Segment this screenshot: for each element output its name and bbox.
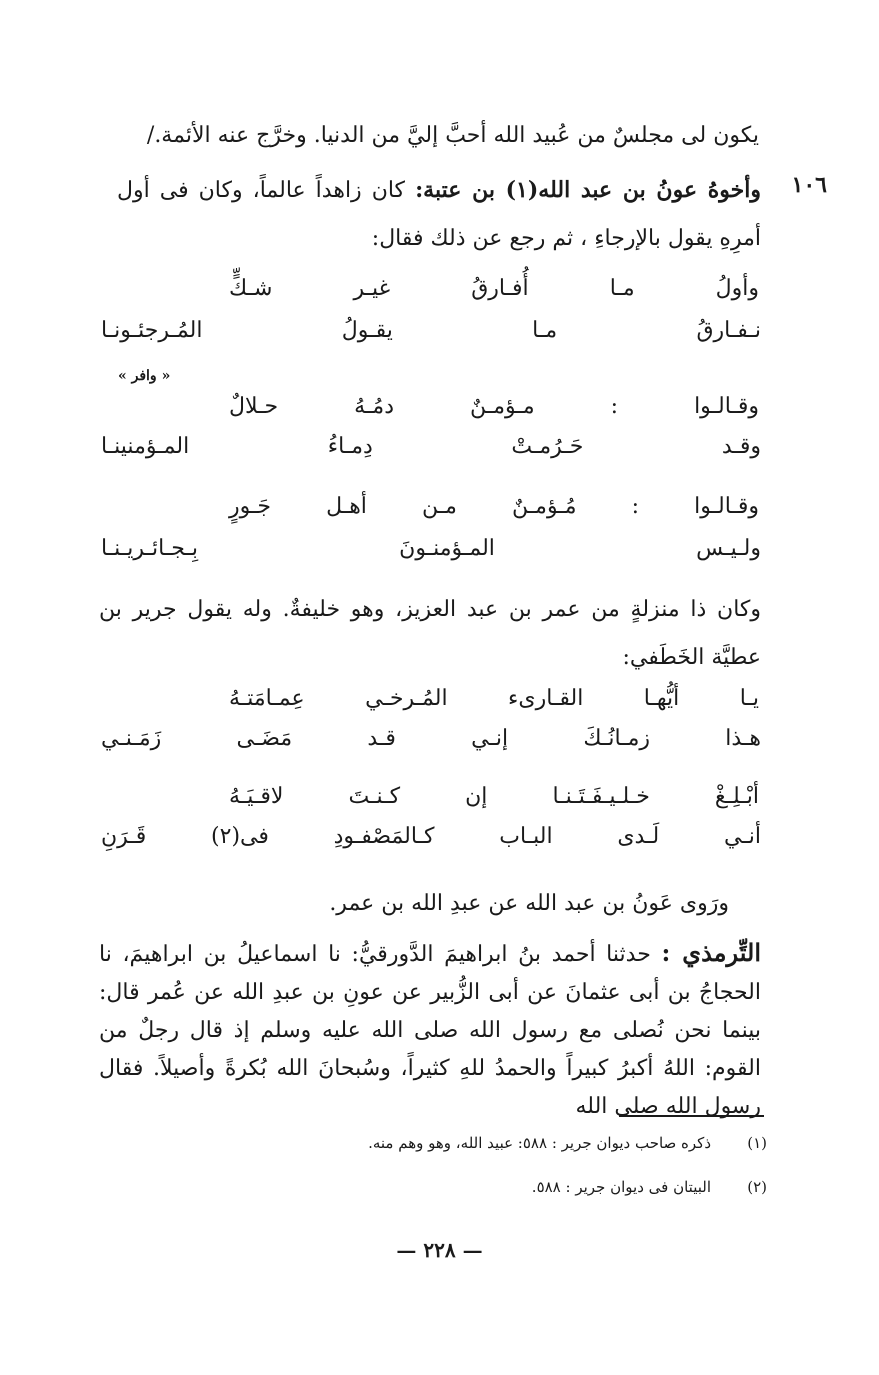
poem1-verse3-second: ولـيـس المـؤمنـونَ بِـجـائـريـنـا xyxy=(101,536,761,561)
poem2-verse2-first: أبْـلِـغْ خـلـيـفَـتَـنـا إن كـنـتَ لاقـيَـهُ xyxy=(229,784,759,809)
poem1-verse1-second: نـفـارقُ مـا يقـولُ المُـرجئـونـا xyxy=(101,318,761,343)
poem2-verse1-second: هـذا زمـانُـكَ إنـي قـد مَضَـى زَمَـنـي xyxy=(101,726,761,751)
footnote-1-text: ذكره صاحب ديوان جرير : ٥٨٨: عبيد الله، وهو وهم منه. xyxy=(368,1134,711,1152)
poem1-verse2-second: وقـد حَـرُمـتْ دِمـاءُ المـؤمنينـا xyxy=(101,434,761,459)
entry-paragraph xyxy=(117,166,761,263)
poem1-verse3-first: وقـالـوا : مُـؤمـنٌ مـن أهـل جَـورٍ xyxy=(229,494,759,519)
hadith-text: حدثنا أحمد بنُ ابراهيمَ الدَّورقيُّ: نا اسماعيلُ بن ابراهيمَ، نا الحجاجُ بن أبى عثمانَ عن أبى الزُّبير عن عونِ بن عبدِ الله عن عُمر قال: بينما نحن نُصلى مع رسول الله صلى الله عليه وسلم إذ قال رجلٌ من القوم: اللهُ أكبرُ كبيراً والحمدُ للهِ كثيراً، وسُبحانَ الله بُكرةً وأصيلاً. فقال رسول الله صلى الله xyxy=(99,942,761,1119)
poem2-verse2-second: أنـي لَـدى البـاب كـالمَصْفـودِ فى(٢) قَـرَنِ xyxy=(101,824,762,849)
entry-number: ١٠٦ xyxy=(791,172,827,198)
page-number: — ٢٢٨ — xyxy=(396,1238,483,1262)
poem1-verse1-first: وأولُ مـا أُفـارقُ غيـر شـكٍّ xyxy=(229,276,759,301)
entry-intro: كان زاهداً عالماً، وكان فى أول أمرِهِ يقول بالإرجاءِ ، ثم رجع عن ذلك فقال: xyxy=(117,178,761,251)
footnote-2 xyxy=(532,1176,767,1198)
poem2-verse1-first: يـا أيُّهـا القـارىء المُـرخـي عِمـامَتـهُ xyxy=(229,686,759,711)
poem1-verse2-first: وقـالـوا : مـؤمـنٌ دمُـهُ حـلالٌ xyxy=(229,394,759,419)
footnote-divider xyxy=(619,1115,764,1117)
hadith-source: التِّرمذي : xyxy=(661,938,761,967)
footnote-1-marker: (١) xyxy=(747,1134,767,1152)
paragraph-riwaya: ورَوى عَونُ بن عبد الله عن عبدِ الله بن عمر. xyxy=(329,891,729,916)
paragraph-jarir: وكان ذا منزلةٍ من عمر بن عبد العزيز، وهو خليفةٌ. وله يقول جرير بن عطيَّة الخَطَفي: xyxy=(99,597,761,670)
entry-name: وأخوهُ عونُ بن عبد الله(١) بن عتبة: xyxy=(415,177,761,203)
meter-label: « وافر » xyxy=(118,368,171,384)
footnote-2-marker: (٢) xyxy=(747,1178,767,1196)
footnote-1 xyxy=(368,1132,767,1154)
top-line: يكون لى مجلسٌ من عُبيد الله أحبَّ إليَّ من الدنيا. وخرَّج عنه الأئمة./ xyxy=(146,123,759,148)
footnote-2-text: البيتان فى ديوان جرير : ٥٨٨. xyxy=(531,1178,711,1196)
hadith-paragraph xyxy=(99,934,761,1126)
